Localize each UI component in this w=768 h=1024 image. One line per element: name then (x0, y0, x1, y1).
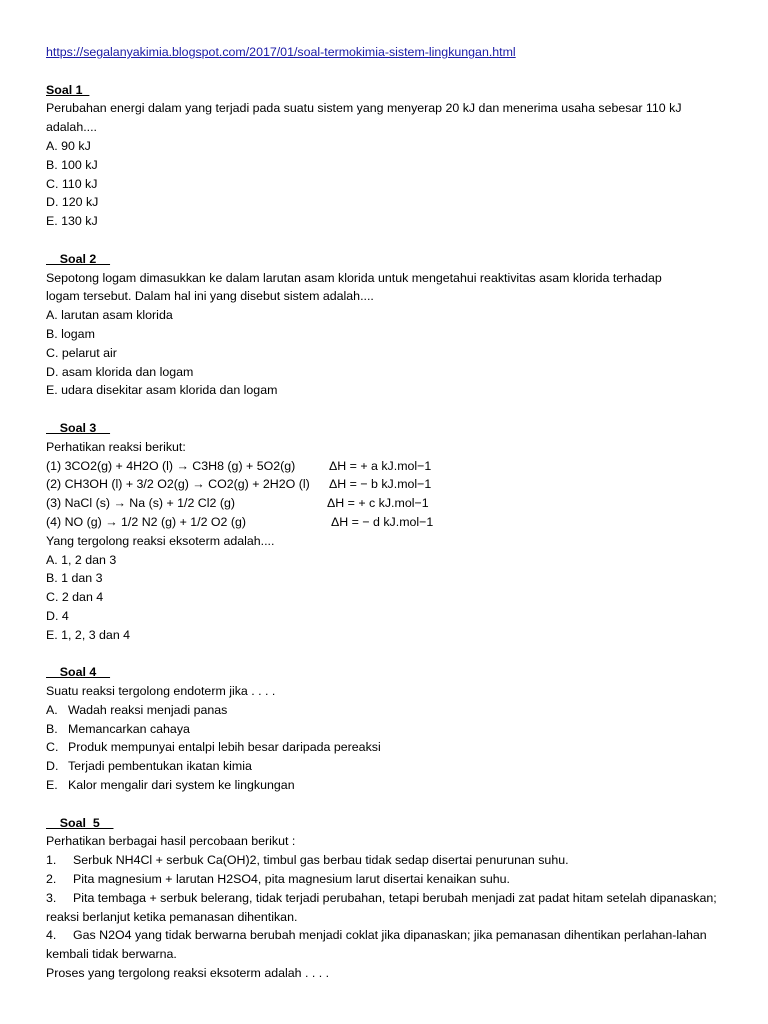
soal-4-option (46, 776, 726, 795)
soal-2-question: Sepotong logam dimasukkan ke dalam larutan asam klorida untuk mengetahui reaktivitas asam klorida terhadap (46, 270, 662, 285)
soal-1-option-d: D. 120 kJ (46, 195, 99, 210)
soal-5-intro: Perhatikan berbagai hasil percobaan berikut : (46, 834, 296, 849)
reaction-enthalpy: ΔH = + a kJ.mol−1 (329, 458, 432, 473)
soal-3-question: Yang tergolong reaksi eksoterm adalah.... (46, 533, 275, 548)
soal-2-question-cont: logam tersebut. Dalam hal ini yang disebut sistem adalah.... (46, 289, 374, 304)
option-letter: E. (46, 778, 58, 793)
soal-5-item (46, 870, 726, 889)
item-number: 3. (46, 890, 57, 905)
soal-4-option (46, 738, 726, 757)
soal-1-option-c: C. 110 kJ (46, 176, 98, 191)
reaction-enthalpy: ΔH = + c kJ.mol−1 (327, 496, 429, 511)
reaction-row (46, 494, 726, 513)
soal-3-option-b: B. 1 dan 3 (46, 571, 103, 586)
option-text: Memancarkan cahaya (68, 721, 190, 736)
soal-1-heading: Soal 1 (46, 82, 90, 97)
option-text: Produk mempunyai entalpi lebih besar daripada pereaksi (68, 740, 381, 755)
reaction-row (46, 513, 726, 532)
spacer (46, 231, 726, 250)
soal-3-intro: Perhatikan reaksi berikut: (46, 439, 186, 454)
soal-1-option-b: B. 100 kJ (46, 157, 98, 172)
option-letter: B. (46, 721, 58, 736)
soal-1-question-cont: adalah.... (46, 120, 97, 135)
soal-5-heading: Soal 5 (46, 815, 114, 830)
item-number: 1. (46, 853, 57, 868)
spacer (46, 400, 726, 419)
soal-2-option-a: A. larutan asam klorida (46, 308, 173, 323)
soal-3-option-d: D. 4 (46, 608, 69, 623)
soal-2-option-c: C. pelarut air (46, 345, 117, 360)
soal-5-heading-line (46, 814, 726, 833)
soal-2-option-e: E. udara disekitar asam klorida dan logam (46, 383, 278, 398)
soal-5-item (46, 851, 726, 870)
soal-2-heading: Soal 2 (46, 251, 111, 266)
option-letter: D. (46, 759, 59, 774)
soal-3-heading-line (46, 419, 726, 438)
reaction-enthalpy: ΔH = − d kJ.mol−1 (331, 514, 434, 529)
item-text: Serbuk NH4Cl + serbuk Ca(OH)2, timbul gas berbau tidak sedap disertai penurunan suhu. (73, 853, 569, 868)
soal-2-option-b: B. logam (46, 326, 95, 341)
reaction-equation: (1) 3CO2(g) + 4H2O (l) → C3H8 (g) + 5O2(g) (46, 458, 296, 473)
soal-5-question: Proses yang tergolong reaksi eksoterm adalah . . . . (46, 966, 330, 981)
option-text: Terjadi pembentukan ikatan kimia (68, 759, 252, 774)
item-text: Pita magnesium + larutan H2SO4, pita magnesium larut disertai kenaikan suhu. (73, 872, 510, 887)
document-page (46, 43, 726, 983)
soal-1-question: Perubahan energi dalam yang terjadi pada suatu sistem yang menyerap 20 kJ dan menerima usaha sebesar 110 kJ (46, 101, 682, 116)
soal-5-item (46, 926, 726, 964)
reaction-equation: (2) CH3OH (l) + 3/2 O2(g) → CO2(g) + 2H2O (l) (46, 477, 310, 492)
soal-1-option-e: E. 130 kJ (46, 214, 98, 229)
soal-4-heading: Soal 4 (46, 665, 111, 680)
item-text: Pita tembaga + serbuk belerang, tidak terjadi perubahan, tetapi berubah menjadi zat padat hitam setelah dipanaskan; reaksi berlanjut ketika pemanasan dihentikan. (46, 890, 717, 924)
spacer (46, 795, 726, 814)
spacer (46, 645, 726, 664)
item-text: Gas N2O4 yang tidak berwarna berubah menjadi coklat jika dipanaskan; jika pemanasan dihentikan perlahan-lahan kembali tidak berwarna. (46, 928, 707, 962)
spacer (46, 62, 726, 81)
soal-2-option-d: D. asam klorida dan logam (46, 364, 194, 379)
soal-4-option (46, 720, 726, 739)
source-url-line (46, 43, 726, 62)
option-text: Wadah reaksi menjadi panas (68, 702, 228, 717)
reaction-equation: (3) NaCl (s) → Na (s) + 1/2 Cl2 (g) (46, 496, 235, 511)
soal-1-heading-line (46, 81, 726, 100)
soal-4-question: Suatu reaksi tergolong endoterm jika . . . . (46, 684, 276, 699)
reaction-row (46, 457, 726, 476)
soal-4-option (46, 757, 726, 776)
soal-3-option-a: A. 1, 2 dan 3 (46, 552, 117, 567)
soal-2-heading-line (46, 250, 726, 269)
reaction-row (46, 475, 726, 494)
item-number: 2. (46, 872, 57, 887)
item-number: 4. (46, 928, 57, 943)
soal-3-heading: Soal 3 (46, 420, 111, 435)
reaction-enthalpy: ΔH = − b kJ.mol−1 (329, 477, 432, 492)
soal-3-option-c: C. 2 dan 4 (46, 590, 104, 605)
soal-3-option-e: E. 1, 2, 3 dan 4 (46, 627, 131, 642)
option-letter: A. (46, 702, 58, 717)
soal-4-heading-line (46, 663, 726, 682)
soal-1-option-a: A. 90 kJ (46, 138, 91, 153)
source-url-link[interactable]: https://segalanyakimia.blogspot.com/2017/01/soal-termokimia-sistem-lingkungan.html (46, 45, 516, 59)
option-text: Kalor mengalir dari system ke lingkungan (68, 778, 295, 793)
soal-5-item (46, 889, 726, 927)
soal-4-option (46, 701, 726, 720)
reaction-equation: (4) NO (g) → 1/2 N2 (g) + 1/2 O2 (g) (46, 514, 247, 529)
option-letter: C. (46, 740, 59, 755)
